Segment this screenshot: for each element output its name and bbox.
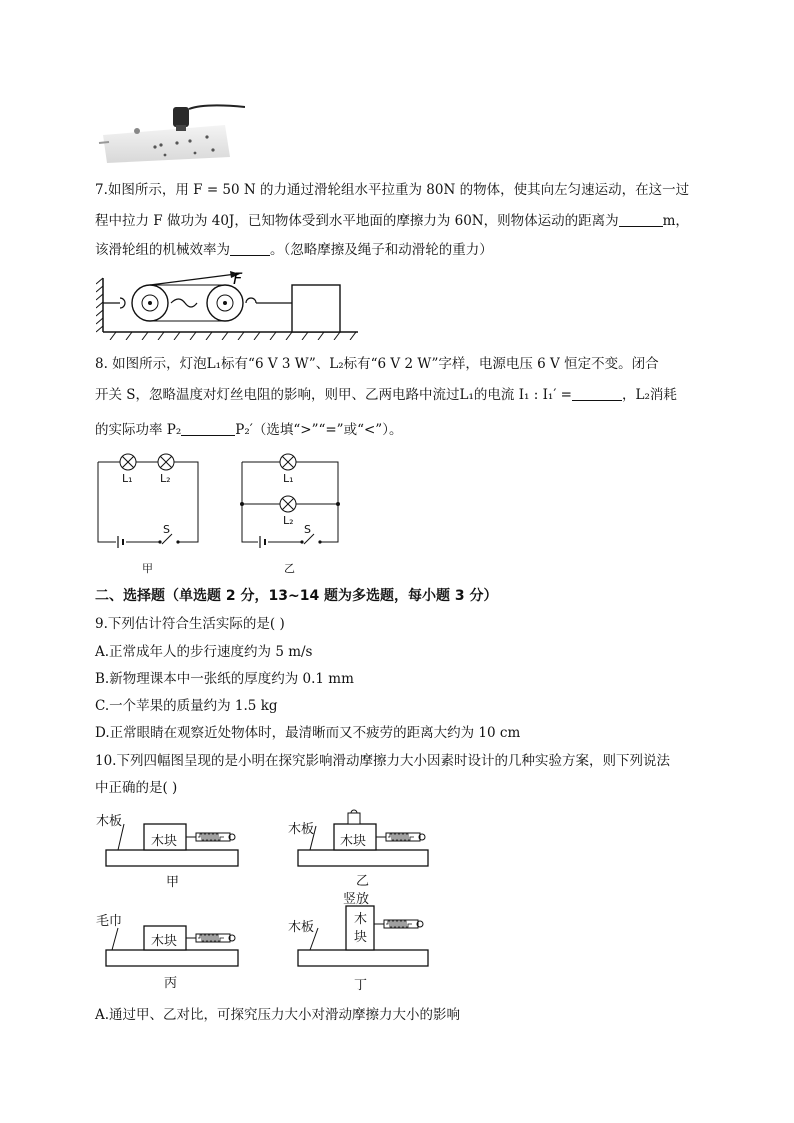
q8-line-2-end: ，L₂消耗 [622, 387, 677, 403]
q8-line-2-text: 开关 S，忽略温度对灯丝电阻的影响，则甲、乙两电路中流过L₁的电流 I₁ : I₁′ = [95, 387, 572, 403]
q8-blank-power-compare[interactable] [181, 421, 235, 436]
fig-bing-block-label: 木块 [151, 934, 178, 949]
circuit-yi-switch-label: S [304, 523, 311, 536]
fig-ding-block-label-top: 木 [354, 912, 368, 927]
circuit-jia [96, 452, 201, 577]
fig-yi-surface-label: 木板 [288, 822, 315, 837]
friction-fig-jia [96, 808, 246, 890]
fig-bing-caption: 丙 [164, 976, 178, 991]
q7-line-3-text: 该滑轮组的机械效率为 [95, 242, 230, 258]
q9-stem: 9.下列估计符合生活实际的是( ) [95, 616, 285, 632]
q9-option-b[interactable]: B.新物理课本中一张纸的厚度约为 0.1 mm [95, 671, 354, 687]
q7-line-2-end: m， [662, 213, 689, 229]
circuit-yi [238, 452, 348, 577]
pulley-diagram [96, 270, 366, 340]
q7-blank-distance[interactable] [619, 212, 663, 227]
q8-line-3-text: 的实际功率 P₂ [95, 422, 182, 438]
friction-fig-bing [96, 910, 246, 992]
fig-ding-surface-label: 木板 [288, 920, 315, 935]
fig-jia-surface-label: 木板 [96, 814, 123, 829]
q10-stem-line-1: 10.下列四幅图呈现的是小明在探究影响滑动摩擦力大小因素时设计的几种实验方案，则下列说法 [95, 753, 670, 769]
power-strip-image [95, 95, 245, 165]
q9-option-c[interactable]: C.一个苹果的质量约为 1.5 kg [95, 698, 278, 714]
fig-yi-caption: 乙 [356, 874, 370, 889]
section-2-heading: 二、选择题（单选题 2 分，13~14 题为多选题，每小题 3 分） [95, 588, 498, 604]
q10-stem-line-2: 中正确的是( ) [95, 780, 178, 796]
friction-fig-yi [288, 800, 438, 890]
circuit-jia-switch-label: S [163, 523, 170, 536]
q7-line-2 [95, 211, 689, 231]
fig-jia-caption: 甲 [166, 875, 180, 890]
q9-option-d[interactable]: D.正常眼睛在观察近处物体时，最清晰而又不疲劳的距离大约为 10 cm [95, 725, 521, 741]
weight-icon [348, 813, 360, 824]
fig-bing-surface-label: 毛巾 [96, 914, 123, 929]
q8-line-3-end: P₂′（选填“>”“=”或“<”）。 [235, 422, 403, 438]
q7-line-3 [95, 240, 493, 260]
circuit-jia-l1-label: L₁ [122, 472, 133, 485]
board [106, 850, 238, 866]
circuit-yi-l2-label: L₂ [283, 514, 294, 527]
board [298, 950, 428, 966]
circuit-yi-l1-label: L₁ [283, 472, 294, 485]
q10-option-a[interactable]: A.通过甲、乙对比，可探究压力大小对滑动摩擦力大小的影响 [95, 1007, 461, 1023]
q8-line-2 [95, 385, 677, 405]
object-block [292, 285, 340, 332]
q8-line-3 [95, 420, 402, 440]
fig-jia-block-label: 木块 [151, 834, 178, 849]
circuit-yi-caption: 乙 [284, 562, 295, 575]
board [298, 850, 428, 866]
fig-ding-caption: 丁 [354, 978, 368, 993]
fig-ding-note-label: 竖放 [343, 892, 370, 907]
circuit-jia-caption: 甲 [142, 562, 153, 575]
force-arrow [150, 274, 236, 285]
q7-line-2-text: 程中拉力 F 做功为 40J，已知物体受到水平地面的摩擦力为 60N，则物体运动的距离为 [95, 213, 619, 229]
q8-blank-current-ratio[interactable] [572, 386, 622, 401]
q8-line-1: 8. 如图所示，灯泡L₁标有“6 V 3 W”、L₂标有“6 V 2 W”字样，电源电压 6 V 恒定不变。闭合 [95, 356, 659, 372]
fig-ding-block-label-bottom: 块 [354, 930, 368, 945]
circuit-jia-l2-label: L₂ [160, 472, 171, 485]
q9-option-a[interactable]: A.正常成年人的步行速度约为 5 m/s [95, 644, 313, 660]
board [106, 950, 238, 966]
q7-line-1: 7.如图所示，用 F = 50 N 的力通过滑轮组水平拉重为 80N 的物体，使其向左匀速运动，在这一过 [95, 182, 690, 198]
friction-fig-ding [288, 888, 438, 996]
fig-yi-block-label: 木块 [340, 834, 367, 849]
force-label: F [233, 270, 243, 288]
q7-blank-efficiency[interactable] [230, 241, 270, 256]
q7-line-3-end: 。（忽略摩擦及绳子和动滑轮的重力） [270, 242, 493, 258]
